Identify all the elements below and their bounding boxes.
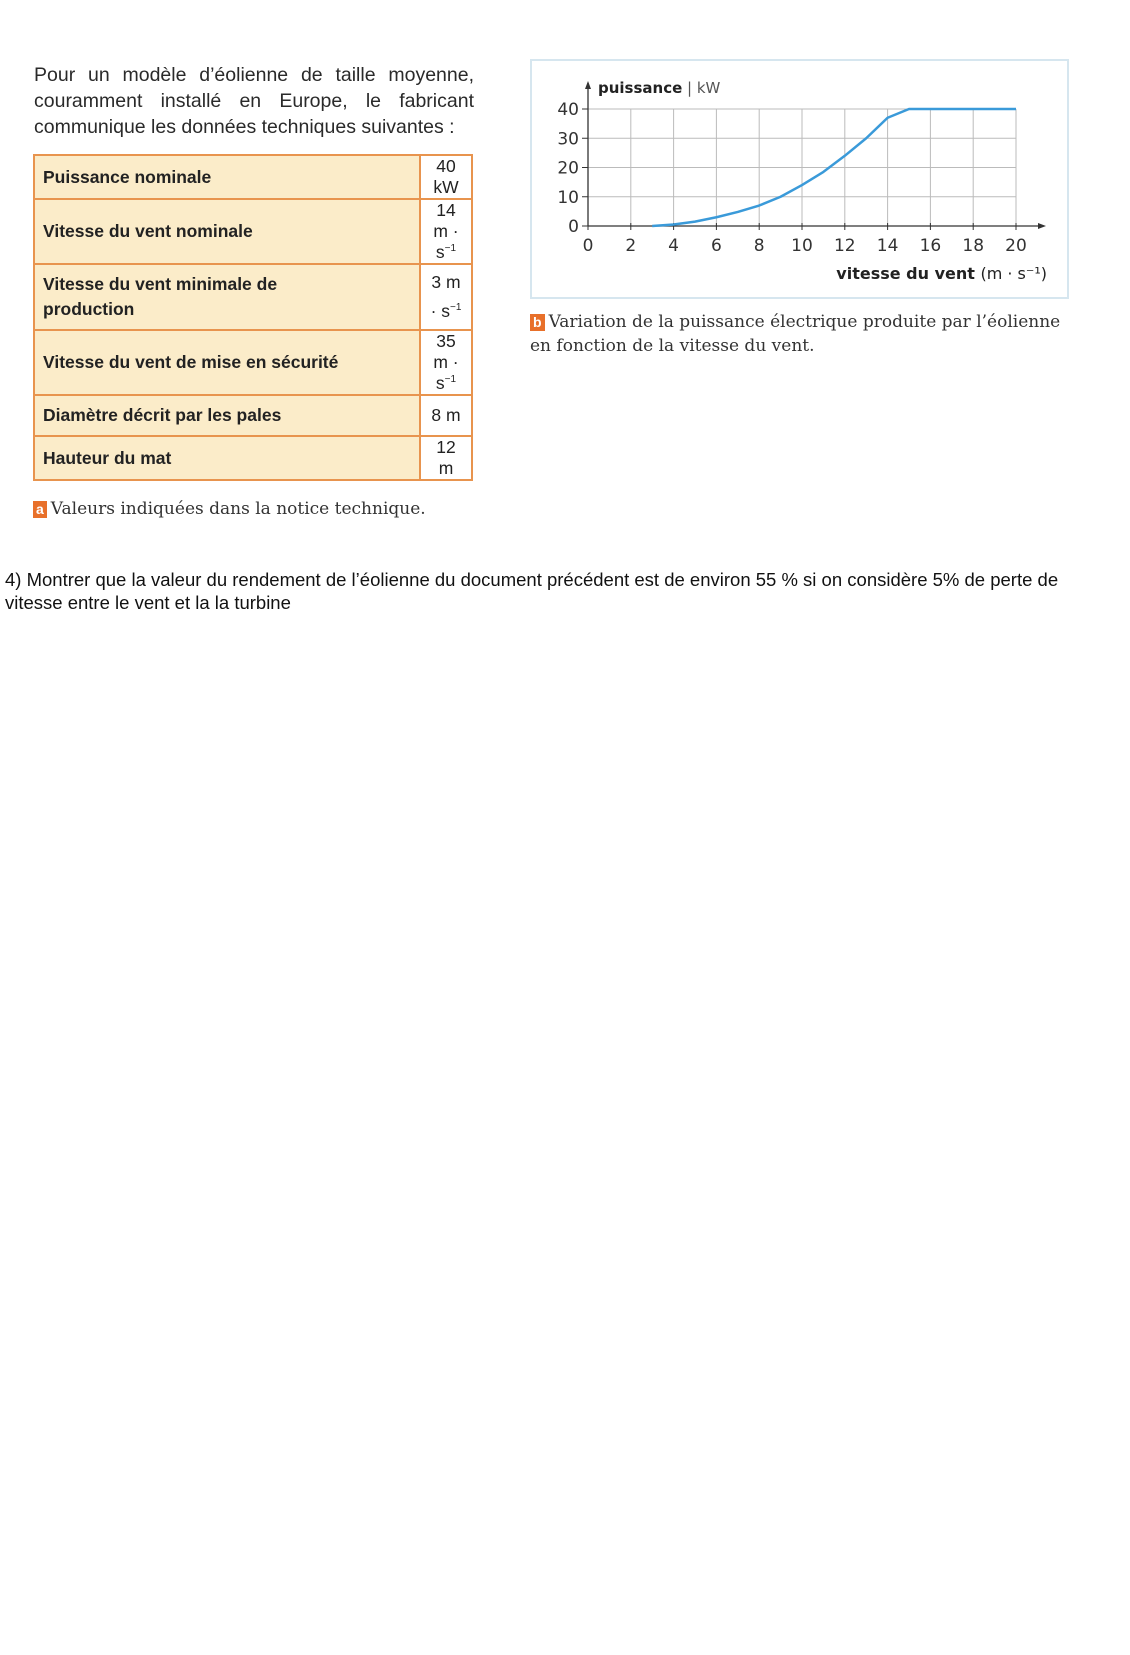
y-tick-label: 0 (568, 217, 579, 237)
x-tick-label: 2 (625, 236, 637, 256)
row-value-exponent: −1 (450, 302, 462, 314)
chart-caption-text: Variation de la puissance électrique produite par l’éolienne en fonction de la vitesse du vent. (530, 312, 1061, 356)
table-row (34, 436, 472, 480)
row-value-text: 40 kW (433, 156, 459, 197)
y-axis-label: puissance | kW (598, 79, 721, 97)
x-tick-label: 0 (582, 236, 594, 256)
row-label: Puissance nominale (34, 155, 420, 199)
y-tick-label: 30 (557, 129, 579, 150)
row-value (420, 199, 472, 264)
table-row (34, 395, 472, 436)
caption-badge-b: b (530, 314, 545, 331)
chart-caption (530, 310, 1070, 358)
row-label: Hauteur du mat (34, 436, 420, 480)
x-tick-label: 12 (833, 236, 856, 256)
table-row (34, 155, 472, 199)
power-chart (532, 61, 1067, 297)
row-label: Vitesse du vent nominale (34, 199, 420, 264)
y-tick-label: 10 (557, 187, 579, 208)
row-value-text: 8 m (431, 405, 461, 425)
row-value (420, 155, 472, 199)
x-axis-arrow-icon (1038, 223, 1046, 229)
row-value (420, 264, 472, 330)
x-tick-label: 16 (919, 236, 942, 256)
y-tick-label: 20 (557, 158, 579, 179)
caption-badge-a: a (33, 501, 47, 518)
x-tick-label: 4 (668, 236, 680, 256)
x-axis-label: vitesse du vent (m · s⁻¹) (836, 264, 1047, 283)
row-value-text: 12 m (436, 437, 456, 478)
row-value (420, 436, 472, 480)
power-chart-frame (530, 59, 1069, 299)
left-column (33, 62, 479, 521)
y-tick-label: 40 (557, 100, 579, 120)
x-tick-label: 14 (876, 236, 899, 256)
row-value (420, 330, 472, 395)
row-value-text: 3 m · s (430, 272, 461, 321)
y-axis-arrow-icon (585, 81, 591, 89)
row-label: Diamètre décrit par les pales (34, 395, 420, 436)
x-tick-label: 8 (753, 236, 765, 256)
row-value (420, 395, 472, 436)
table-caption-text: Valeurs indiquées dans la notice technique. (50, 499, 426, 519)
intro-text: Pour un modèle d’éolienne de taille moyenne, couramment installé en Europe, le fabricant communique les données techniques suivantes : (34, 64, 474, 138)
row-value-exponent: −1 (444, 374, 457, 386)
specs-table (33, 154, 473, 481)
x-tick-label: 6 (710, 236, 722, 256)
x-tick-label: 10 (791, 236, 813, 256)
x-tick-label: 20 (1005, 236, 1027, 256)
table-caption (33, 497, 479, 521)
row-value-exponent: −1 (444, 243, 457, 255)
row-label: Vitesse du vent de mise en sécurité (34, 330, 420, 395)
x-tick-label: 18 (962, 236, 985, 256)
row-label: Vitesse du vent minimale de production (34, 264, 420, 330)
table-row (34, 330, 472, 395)
row-value-text: 14 m · s (433, 200, 459, 262)
table-row (34, 199, 472, 264)
row-value-text: 35 m · s (433, 331, 459, 393)
question-text: 4) Montrer que la valeur du rendement de l’éolienne du document précédent est de environ 55 % si on considère 5% de perte de vitesse entre le vent et la la turbine (5, 569, 1059, 613)
table-row (34, 264, 472, 330)
